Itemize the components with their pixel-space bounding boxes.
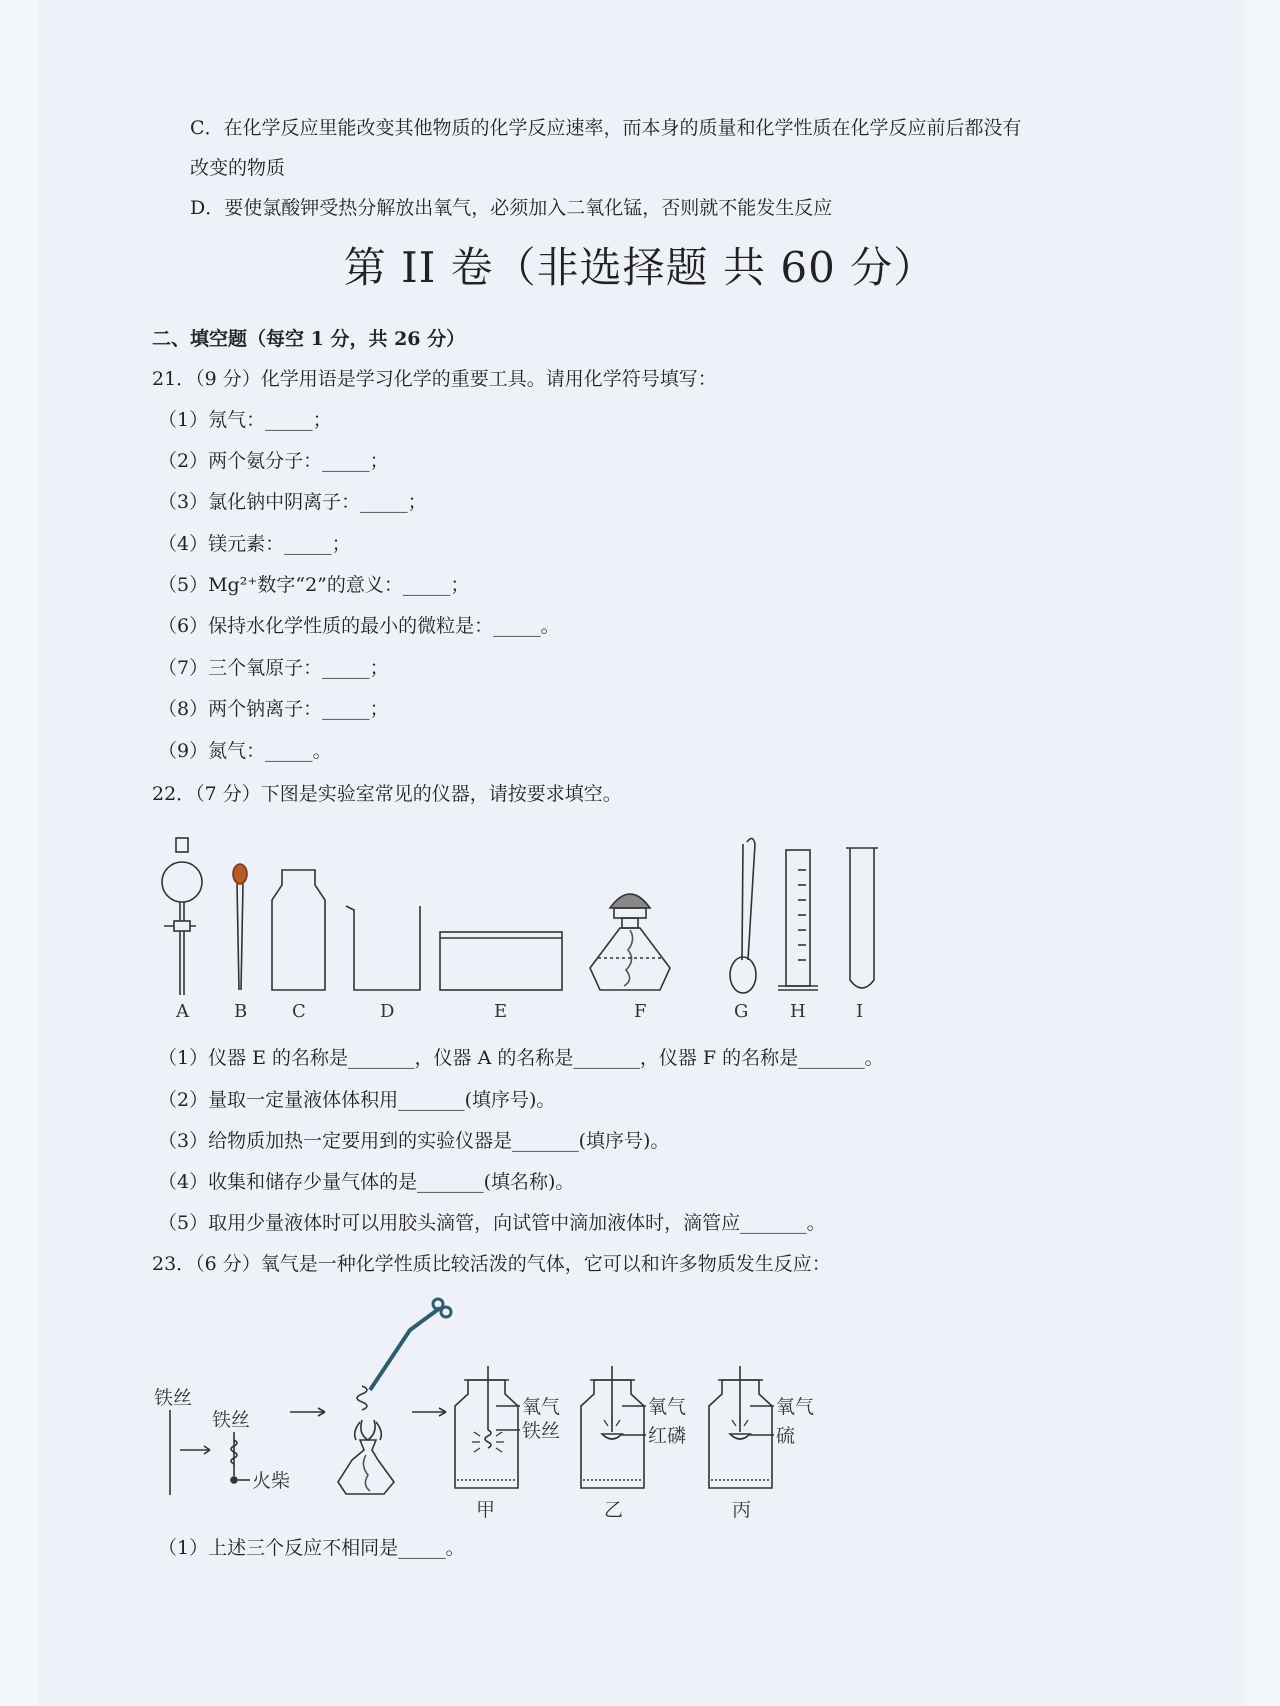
trough bbox=[440, 932, 562, 990]
q22-item-2: （2）量取一定量液体体积用_______(填序号)。 bbox=[158, 1089, 556, 1111]
label-oxygen-c: 氧气 bbox=[776, 1396, 815, 1418]
label-e: E bbox=[494, 1001, 508, 1022]
label-h: H bbox=[790, 1001, 806, 1022]
label-iron-wire-top: 铁丝 bbox=[154, 1387, 193, 1409]
q22-item-1: （1）仪器 E 的名称是_______，仪器 A 的名称是_______，仪器 F 的名称是_______。 bbox=[158, 1047, 884, 1069]
label-b: B bbox=[234, 1001, 248, 1022]
q21-item-1: （1）氖气：_____； bbox=[158, 409, 332, 431]
separatory-funnel bbox=[162, 838, 202, 995]
option-d: D．要使氯酸钾受热分解放出氧气，必须加入二氧化锰，否则就不能发生反应 bbox=[190, 197, 833, 219]
q21-item-9: （9）氮气：_____。 bbox=[158, 740, 332, 762]
q21-item-8: （8）两个钠离子：_____； bbox=[158, 698, 389, 720]
q21-item-4: （4）镁元素：_____； bbox=[158, 533, 351, 555]
label-oxygen-b: 氧气 bbox=[648, 1396, 687, 1418]
label-iron-wire: 铁丝 bbox=[212, 1409, 251, 1431]
jar-c bbox=[709, 1366, 774, 1488]
combustion-spoon bbox=[730, 838, 756, 993]
label-jar-b: 乙 bbox=[604, 1499, 624, 1521]
option-c-line1: C．在化学反应里能改变其他物质的化学反应速率，而本身的质量和化学性质在化学反应前后都没有 bbox=[190, 117, 1022, 139]
lab-instruments-figure bbox=[150, 830, 890, 1030]
label-match: 火柴 bbox=[252, 1470, 291, 1492]
label-f: F bbox=[634, 1001, 647, 1022]
label-oxygen-a: 氧气 bbox=[522, 1396, 561, 1418]
q21-item-7: （7）三个氧原子：_____； bbox=[158, 657, 389, 679]
volume-title: 第 II 卷（非选择题 共 60 分） bbox=[343, 243, 937, 292]
q23-item-1: （1）上述三个反应不相同是_____。 bbox=[158, 1537, 465, 1559]
q21-item-2: （2）两个氨分子：_____； bbox=[158, 450, 389, 472]
label-jar-c: 丙 bbox=[732, 1499, 752, 1521]
reagent-bottle bbox=[272, 870, 325, 990]
q21-item-3: （3）氯化钠中阴离子：_____； bbox=[158, 491, 427, 513]
label-red-phosphorus: 红磷 bbox=[648, 1425, 687, 1447]
option-c-line2: 改变的物质 bbox=[190, 157, 286, 179]
jar-a bbox=[455, 1366, 520, 1488]
dropper bbox=[233, 864, 247, 990]
test-tube bbox=[846, 848, 878, 988]
label-a: A bbox=[176, 1001, 189, 1022]
section-title: 二、填空题（每空 1 分，共 26 分） bbox=[152, 328, 466, 350]
q22-item-5: （5）取用少量液体时可以用胶头滴管，向试管中滴加液体时，滴管应_______。 bbox=[158, 1212, 826, 1234]
q22-item-3: （3）给物质加热一定要用到的实验仪器是_______(填序号)。 bbox=[158, 1130, 670, 1152]
q23-stem: 23．（6 分）氧气是一种化学性质比较活泼的气体，它可以和许多物质发生反应： bbox=[152, 1253, 831, 1275]
label-jar-a: 甲 bbox=[476, 1499, 496, 1521]
oxygen-reaction-figure bbox=[150, 1290, 870, 1530]
q21-item-5: （5）Mg²⁺数字“2”的意义：_____； bbox=[158, 574, 470, 596]
q21-stem: 21．（9 分）化学用语是学习化学的重要工具。请用化学符号填写： bbox=[152, 368, 717, 390]
graduated-cylinder bbox=[778, 850, 818, 990]
label-sulfur: 硫 bbox=[776, 1425, 796, 1447]
q21-item-6: （6）保持水化学性质的最小的微粒是：_____。 bbox=[158, 615, 560, 637]
alcohol-lamp bbox=[590, 894, 670, 990]
label-c: C bbox=[292, 1001, 306, 1022]
label-g: G bbox=[734, 1001, 749, 1022]
label-iron-a: 铁丝 bbox=[522, 1420, 561, 1442]
label-i: I bbox=[856, 1001, 864, 1022]
beaker bbox=[346, 906, 420, 990]
q22-item-4: （4）收集和储存少量气体的是_______(填名称)。 bbox=[158, 1171, 575, 1193]
q22-stem: 22．（7 分）下图是实验室常见的仪器，请按要求填空。 bbox=[152, 783, 622, 805]
jar-b bbox=[581, 1366, 646, 1488]
label-d: D bbox=[380, 1001, 395, 1022]
